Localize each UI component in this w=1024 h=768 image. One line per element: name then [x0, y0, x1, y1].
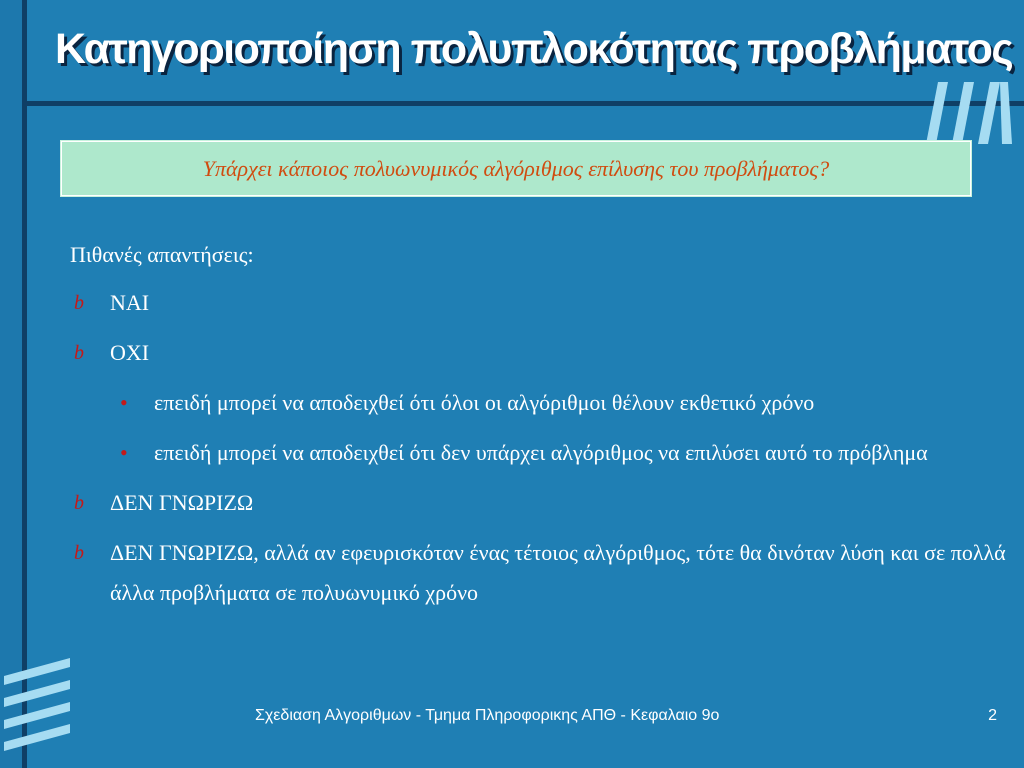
- sub-list-item-text: επειδή μπορεί να αποδειχθεί ότι όλοι οι αλγόριθμοι θέλουν εκθετικό χρόνο: [154, 390, 815, 415]
- slanted-stripes-icon: [914, 82, 1024, 144]
- list-item: [70, 333, 1020, 373]
- bullet-icon: b: [74, 492, 84, 514]
- page-number: 2: [988, 707, 997, 724]
- list-item-text: ΔΕΝ ΓΝΩΡΙΖΩ: [110, 490, 254, 515]
- bullet-icon: b: [74, 292, 84, 314]
- slide-title: Κατηγοριοποίηση πολυπλοκότητας προβλήματος: [55, 25, 1013, 73]
- list-item: [70, 533, 1020, 613]
- bullet-icon: b: [74, 342, 84, 364]
- bullet-icon: b: [74, 542, 84, 564]
- footer-text: Σχεδιαση Αλγοριθμων - Τμημα Πληροφορικης ΑΠΘ - Κεφαλαιο 9ο: [255, 707, 720, 724]
- question-box: [61, 141, 971, 196]
- question-text: Υπάρχει κάποιος πολυωνυμικός αλγόριθμος επίλυσης του προβλήματος?: [202, 155, 830, 181]
- answers-intro: Πιθανές απαντήσεις:: [70, 242, 254, 267]
- left-border-bar: [0, 0, 22, 768]
- sub-bullet-icon: •: [120, 440, 128, 465]
- list-item: [70, 283, 1020, 323]
- sub-list-item: [120, 433, 1020, 473]
- sub-bullet-icon: •: [120, 390, 128, 415]
- sub-list-item: [120, 383, 1020, 423]
- list-item-text: ΟΧΙ: [110, 340, 150, 365]
- sub-list-item-text: επειδή μπορεί να αποδειχθεί ότι δεν υπάρχει αλγόριθμος να επιλύσει αυτό το πρόβλημα: [154, 440, 928, 465]
- list-item-text: ΝΑΙ: [110, 290, 150, 315]
- list-item-text: ΔΕΝ ΓΝΩΡΙΖΩ, αλλά αν εφευρισκόταν ένας τέτοιος αλγόριθμος, τότε θα δινόταν λύση και σε πολλά άλλα προβλήματα σε πολυωνυμικό χρόνο: [110, 540, 1006, 605]
- slanted-stripes-icon: [4, 658, 74, 758]
- left-border-edge: [22, 0, 27, 768]
- list-item: [70, 483, 1020, 523]
- slide-content: [70, 238, 1020, 623]
- title-underline: [27, 101, 1024, 106]
